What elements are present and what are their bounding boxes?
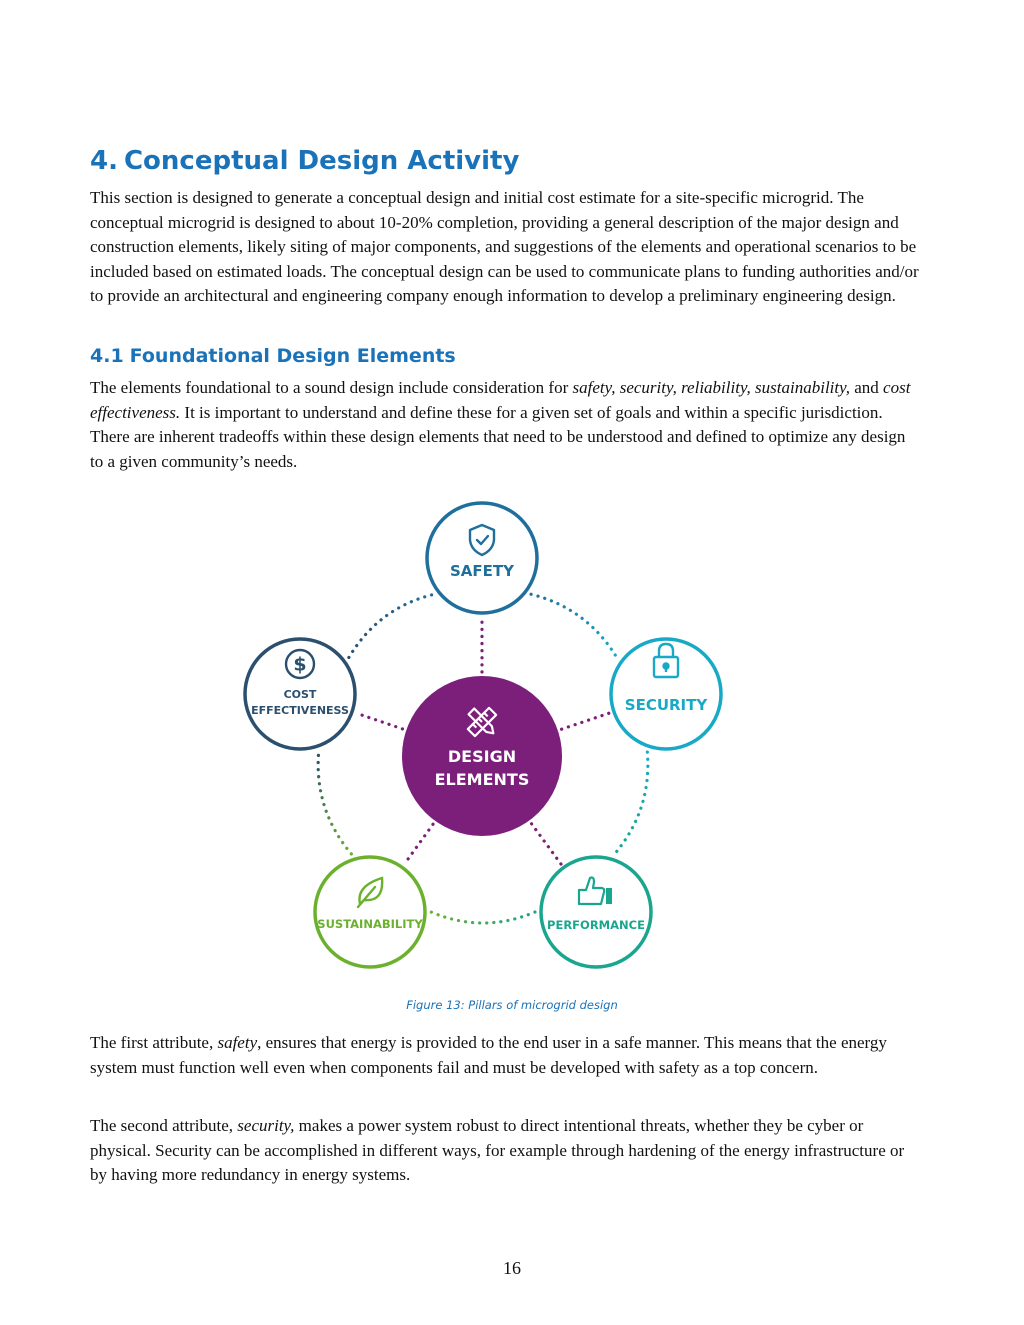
paragraph-text: The first attribute, <box>90 1033 218 1052</box>
pillar-circle <box>541 857 651 967</box>
paragraph-text: The second attribute, <box>90 1116 238 1135</box>
pillar-label: PERFORMANCE <box>547 918 645 932</box>
pillar-label-line2: EFFECTIVENESS <box>251 704 349 717</box>
pillar-node-cost <box>245 639 355 749</box>
pillar-node-sustainability <box>315 857 425 967</box>
spoke-connector <box>356 713 403 729</box>
spoke-connector <box>404 824 433 864</box>
paragraph-text: and <box>849 378 884 397</box>
safety-paragraph <box>90 1031 920 1080</box>
center-label-line1: DESIGN <box>447 747 517 766</box>
ring-connector <box>431 912 535 923</box>
subsection-heading <box>90 345 456 367</box>
pillar-node-performance <box>541 857 651 967</box>
italic-terms: safety, security, reliability, sustainability, <box>572 378 850 397</box>
paragraph-text: makes a power system robust to direct intentional threats, whether they be cyber or physical. Security can be accomplished in different ways, for example through hardening of the energy infrastructure or by having more redundancy in energy systems. <box>90 1116 905 1184</box>
spoke-connector <box>562 713 610 729</box>
pillar-label: COST <box>283 688 317 701</box>
section-intro-paragraph: This section is designed to generate a conceptual design and initial cost estimate for a site-specific microgrid. The conceptual microgrid is designed to about 10-20% completion, providing a general description of the major design and construction elements, likely siting of major components, and suggestions of the elements and operational scenarios to be included based on estimated loads. The conceptual design can be used to communicate plans to funding authorities and/or to provide an architectural and engineering company enough information to develop a preliminary engineering design. <box>90 188 919 305</box>
ring-connector <box>318 752 351 854</box>
section-title: Conceptual Design Activity <box>123 146 520 176</box>
paragraph-text: , ensures that energy is provided to the end user in a safe manner. This means that the energy system must function well even when components fail and must be developed with safety as a top concern. <box>90 1033 887 1077</box>
italic-term: cost effectiveness. <box>90 378 911 422</box>
pillar-circle <box>611 639 721 749</box>
paragraph-text: It is important to understand and define these for a given set of goals and within a specific jurisdiction. There are inherent tradeoffs within these design elements that need to be understood and defined to optimize any design to a given community’s needs. <box>90 402 906 471</box>
pillar-node-safety <box>427 503 537 613</box>
pillar-label: SAFETY <box>450 562 514 580</box>
center-node <box>402 676 562 836</box>
pillar-node-security <box>611 639 721 749</box>
subsection-title: Foundational Design Elements <box>129 345 456 367</box>
ring-connector <box>615 752 648 854</box>
pillars-diagram <box>232 496 732 976</box>
spoke-connector <box>532 824 562 865</box>
subsection-number: 4.1 <box>90 345 124 367</box>
section-heading <box>90 146 519 176</box>
pillar-circle <box>427 503 537 613</box>
italic-term: safety <box>217 1033 258 1052</box>
foundational-elements-paragraph <box>90 376 920 474</box>
pillar-label: SECURITY <box>624 696 708 714</box>
pillar-label: SUSTAINABILITY <box>317 917 423 931</box>
italic-term: security, <box>237 1116 295 1135</box>
svg-text:$: $ <box>293 653 307 676</box>
page-number: 16 <box>503 1258 521 1278</box>
security-paragraph <box>90 1114 920 1188</box>
ring-connector <box>349 595 433 658</box>
paragraph-text: The elements foundational to a sound design include consideration for <box>90 378 573 397</box>
section-number: 4. <box>90 146 118 176</box>
figure-caption: Figure 13: Pillars of microgrid design <box>406 998 618 1012</box>
center-label-line2: ELEMENTS <box>434 770 530 789</box>
diagram-nodes <box>245 503 721 967</box>
ring-connector <box>531 594 617 657</box>
pillar-circle <box>315 857 425 967</box>
